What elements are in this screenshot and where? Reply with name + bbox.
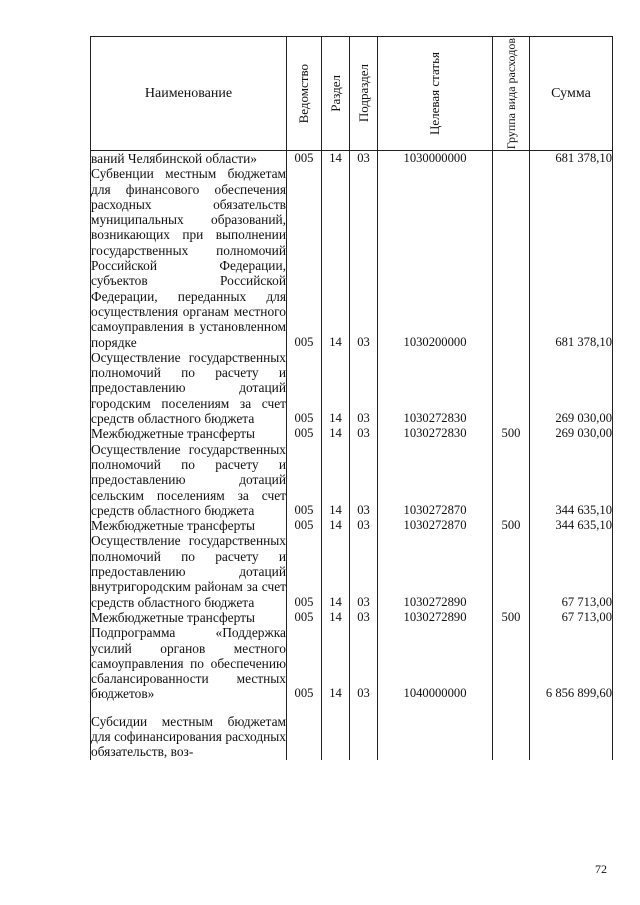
row-section: 14 xyxy=(322,518,350,533)
row-group xyxy=(493,151,530,167)
header-exp-group: Группа вида расходов xyxy=(503,37,518,150)
row-sum: 344 635,10 xyxy=(530,442,613,518)
row-subsection: 03 xyxy=(350,350,378,426)
row-subsection: 03 xyxy=(350,166,378,350)
row-target: 1030272830 xyxy=(378,426,493,441)
table-row xyxy=(91,610,613,625)
row-group: 500 xyxy=(493,518,530,533)
row-sum: 269 030,00 xyxy=(530,426,613,441)
row-name: Межбюджетные трансферты xyxy=(91,610,287,625)
header-sum: Сумма xyxy=(530,37,613,151)
row-sum: 67 713,00 xyxy=(530,533,613,609)
row-dept: 005 xyxy=(287,426,322,441)
row-name: Осуществление государственных полномочий по расчету и предоставлению дотаций сельским поселениям за счет средств областного бюджета xyxy=(91,441,286,518)
header-section: Раздел xyxy=(327,75,343,112)
row-group xyxy=(493,533,530,609)
table-row xyxy=(91,350,613,426)
header-subsection-cell xyxy=(350,37,378,151)
row-section: 14 xyxy=(322,350,350,426)
budget-table xyxy=(90,36,613,760)
row-target: 1030272870 xyxy=(378,518,493,533)
row-dept: 005 xyxy=(287,166,322,350)
row-name: Субсидии местным бюджетам для софинансирования расходных обязательств, воз- xyxy=(91,702,287,760)
row-section: 14 xyxy=(322,426,350,441)
row-section: 14 xyxy=(322,151,350,167)
header-dept-cell xyxy=(287,37,322,151)
header-name: Наименование xyxy=(91,37,287,151)
row-subsection: 03 xyxy=(350,518,378,533)
table-row xyxy=(91,518,613,533)
row-target: 1030272870 xyxy=(378,442,493,518)
row-group xyxy=(493,350,530,426)
row-group: 500 xyxy=(493,610,530,625)
row-dept: 005 xyxy=(287,350,322,426)
row-subsection: 03 xyxy=(350,426,378,441)
header-dept: Ведомство xyxy=(296,63,311,124)
row-name: Субвенции местным бюджетам для финансового обеспечения расходных обязательств муниципальных образований, возникающих при выполнении государственных полномочий Российской Федерации, субъектов Российской Федерации, переданных для осуществления органам местного самоуправления в установленном порядке xyxy=(91,166,286,350)
row-subsection: 03 xyxy=(350,625,378,701)
table-row xyxy=(91,166,613,350)
row-target: 1030272830 xyxy=(378,350,493,426)
row-section: 14 xyxy=(322,166,350,350)
row-sum xyxy=(530,702,613,760)
header-target-cell xyxy=(378,37,493,151)
row-name: Осуществление государственных полномочий по расчету и предоставлению дотаций внутригородским районам за счет средств областного бюджета xyxy=(91,533,286,610)
row-dept: 005 xyxy=(287,518,322,533)
row-name: Межбюджетные трансферты xyxy=(91,518,287,533)
table-row xyxy=(91,702,613,760)
row-dept: 005 xyxy=(287,625,322,701)
row-group xyxy=(493,702,530,760)
row-group: 500 xyxy=(493,426,530,441)
row-subsection: 03 xyxy=(350,610,378,625)
table-row xyxy=(91,625,613,701)
table-row xyxy=(91,426,613,441)
row-name: Осуществление государственных полномочий по расчету и предоставлению дотаций городским поселениям за счет средств областного бюджета xyxy=(91,349,286,427)
row-sum: 344 635,10 xyxy=(530,518,613,533)
row-sum: 67 713,00 xyxy=(530,610,613,625)
row-target: 1030200000 xyxy=(378,166,493,350)
table-row xyxy=(91,151,613,167)
row-section: 14 xyxy=(322,610,350,625)
row-section: 14 xyxy=(322,533,350,609)
row-subsection: 03 xyxy=(350,442,378,518)
row-name: Подпрограмма «Поддержка усилий органов местного самоуправления по обеспечению сбалансированности местных бюджетов» xyxy=(91,625,286,702)
row-target: 1030272890 xyxy=(378,533,493,609)
header-section-cell xyxy=(322,37,350,151)
row-sum: 6 856 899,60 xyxy=(530,625,613,701)
row-sum: 681 378,10 xyxy=(530,166,613,350)
row-section xyxy=(322,702,350,760)
table-row xyxy=(91,533,613,609)
row-dept: 005 xyxy=(287,533,322,609)
row-dept: 005 xyxy=(287,610,322,625)
header-target: Целевая статья xyxy=(427,51,442,135)
row-dept: 005 xyxy=(287,442,322,518)
row-target: 1030000000 xyxy=(378,151,493,167)
table-header-row xyxy=(91,37,613,151)
row-section: 14 xyxy=(322,442,350,518)
row-group xyxy=(493,442,530,518)
row-subsection: 03 xyxy=(350,151,378,167)
header-group-cell xyxy=(493,37,530,151)
row-group xyxy=(493,625,530,701)
row-target xyxy=(378,702,493,760)
row-sum: 681 378,10 xyxy=(530,151,613,167)
row-section: 14 xyxy=(322,625,350,701)
row-name: ваний Челябинской области» xyxy=(91,151,287,167)
row-dept xyxy=(287,702,322,760)
row-target: 1030272890 xyxy=(378,610,493,625)
header-subsection: Подраздел xyxy=(355,64,371,123)
row-target: 1040000000 xyxy=(378,625,493,701)
row-dept: 005 xyxy=(287,151,322,167)
row-sum: 269 030,00 xyxy=(530,350,613,426)
row-group xyxy=(493,166,530,350)
row-subsection xyxy=(350,702,378,760)
table-row xyxy=(91,442,613,518)
row-subsection: 03 xyxy=(350,533,378,609)
row-name: Межбюджетные трансферты xyxy=(91,426,287,441)
page-number: 72 xyxy=(595,862,607,876)
